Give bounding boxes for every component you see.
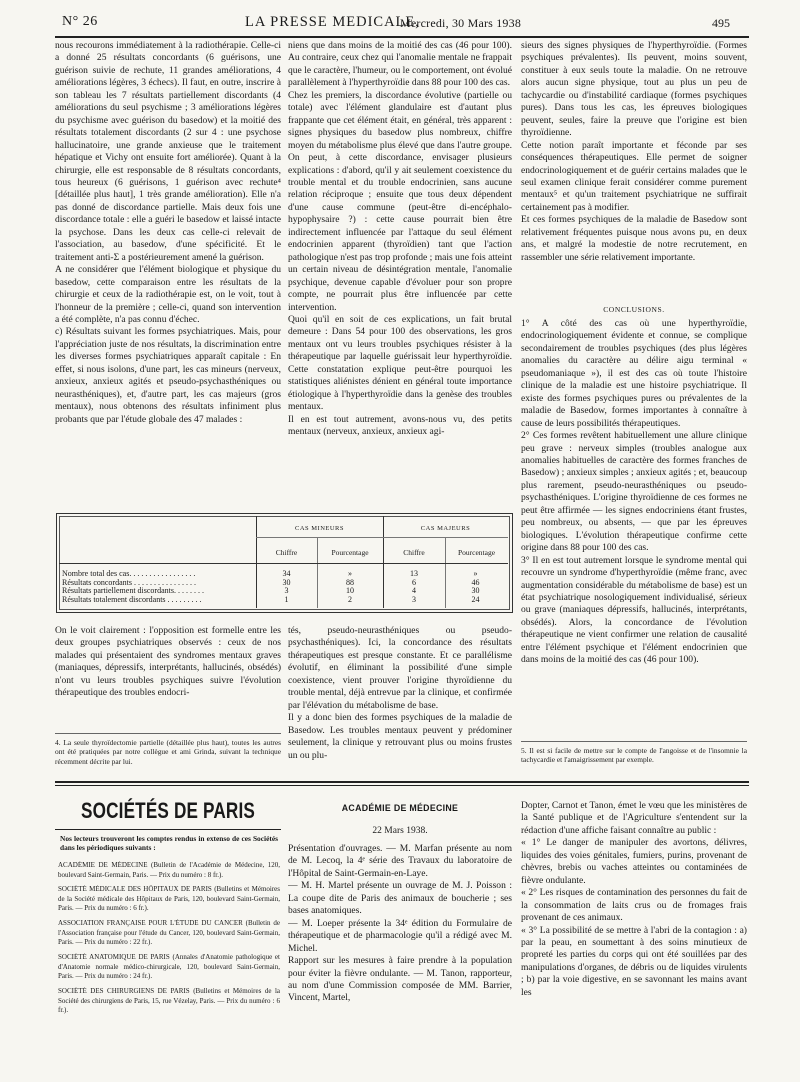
row-label: Nombre total des cas. . . . . . . . . . . . . . . . . <box>62 569 196 578</box>
row-label: Résultats concordants . . . . . . . . . . . . . . . . <box>62 577 196 587</box>
societes-entry: SOCIÉTÉ DES CHIRURGIENS DE PARIS (Bulletins et Mémoires de la Société des chirurgiens de Paris, 15, rue Vézelay, Paris. — Prix du numéro : 6 fr.). <box>58 987 280 1014</box>
cell-major-count: 13 <box>410 569 418 578</box>
cell-minor-count: 34 <box>282 569 291 578</box>
table-col-chiffre: Chiffre <box>403 548 425 557</box>
cell-minor-pct: 10 <box>346 586 354 596</box>
table-col-chiffre: Chiffre <box>275 548 298 557</box>
footnote-rule <box>55 733 281 734</box>
cell-minor-pct: 2 <box>348 595 352 605</box>
cell-minor-pct: 88 <box>346 577 354 587</box>
academie-title: ACADÉMIE DE MÉDECINE <box>341 803 459 813</box>
cell-minor-count: 30 <box>282 577 291 587</box>
row-label: Résultats partiellement discordants. . . . . . . . <box>62 586 204 596</box>
societes-rule <box>55 829 281 830</box>
footnote-5: 5. Il est si facile de mettre sur le compte de l'angoisse et de l'insomnie la tachycardie et l'amaigrissement par exemple. <box>521 746 747 765</box>
article-col1-top: nous recourons immédiatement à la radiothérapie. Celle-ci a donné 25 résultats concordants (6 guérisons, une guérison suivie de rechute, 11 grandes améliorations, 4 améliorations légères, 3 échecs). Il faut, en outre, inscrire à son tableau les 7 résultats partiellement discordants (4 améliorations du seul psychisme ; 3 améliorations légères du psychisme avec guérison du basedow) et la moitié des résultats totalement discordants (2 sur 4 : une psychose hallucinatoire, une grande anxieuse que le traitement hépatique et Vichy ont ensuite fort améliorée). Quant à la chirurgie, elle est responsable de 8 résultats concordants, tous heureux (6 guérisons, 1 guérison avec rechute⁴ [détaillée plus haut], 1 très grande amélioration). Elle n'a pas donné de discordance partielle. Mais deux fois une discordance totale : elle a guéri le basedow et laissé intacte la psychose. Dans les deux cas celle-ci relevait de l'association, au basedow, d'une spécificité. Et le traitement anti-Σ a postérieurement amené la guérison. A ne considérer que l'élément biologique et physique du basedow, cette comparaison entre les résultats de la chirurgie et ceux de la radiothérapie est, on le voit, tout à l'honneur de la première ; celle-ci, quand son intervention a été complète, n'a pas connu d'échec. c) Résultats suivant les formes psychiatriques. Mais, pour l'appréciation juste de nos résultats, la discrimination entre les diverses formes psychiatriques apparaît capitale : En effet, si nous isolons, d'une part, les cas mineurs (nerveux, anxieux, anxieux agités et pseudo-psychasthéniques ou neurasthéniques), et, d'autre part, les cas majeurs (gros mentaux), nous obtenons des résultats infiniment plus probants que par l'étude globale des 47 malades : <box>55 40 281 425</box>
table-group-minor: CAS MINEURS <box>294 525 345 532</box>
table-col-pourcentage: Pourcentage <box>331 548 369 557</box>
article-col3-top: sieurs des signes physiques de l'hyperthyroïdie. (Formes psychiques prévalentes). Ils peuvent, moins souvent, constituer à eux seuls toute la maladie. On ne retrouve alors aucun signe physique, tout au plus un peu de tachycardie ou d'instabilité cardiaque (formes psychiques pures). Dans tous les cas, les épreuves biologiques peuvent, seules, faire la preuve que l'origine est bien thyroïdienne. Cette notion paraît importante et féconde par ses conséquences thérapeutiques. Elle permet de soigner endocrinologiquement et de guérir certains malades que le seul examen clinique ferait considérer comme purement mentaux⁵ et qu'un traitement psychiatrique ne suffirait certainement pas à modifier. Et ces formes psychiques de la maladie de Basedow sont relativement fréquentes puisque nous avons pu, en deux ans, et malgré la modestie de notre recrutement, en rassembler une série relativement importante. <box>521 40 747 263</box>
societes-intro: Nos lecteurs trouveront les comptes rendus in extenso de ces Sociétés dans les périodiques suivants : <box>60 834 278 853</box>
academie-text-col3: Dopter, Carnot et Tanon, émet le vœu que les ministères de la Santé publique et de l'Agriculture s'entendent sur la rédaction d'une affiche faisant connaître au public : « 1° Le danger de manipuler des avortons, délivres, liquides des voies génitales, fumiers, purins, provenant de chèvres, brebis ou vaches atteintes ou contaminées de fièvre ondulante. « 2° Les risques de contamination des personnes du fait de la consommation de laits crus ou de fromages frais provenant de ces animaux. « 3° La possibilité de se mettre à l'abri de la contagion : a) par la peau, en soumettant à des soins minutieux de propreté les parties du corps qui ont été souillées par des manipulations d'organes, de débris ou de liquides virulents ; b) par la voie digestive, en se savonnant les mains avant les <box>521 800 747 998</box>
cell-major-pct: 46 <box>471 577 480 587</box>
societes-title: SOCIÉTÉS DE PARIS <box>81 798 255 823</box>
row-label: Résultats totalement discordants . . . . . . . . . <box>62 595 202 605</box>
table-divider-horizontal <box>59 563 508 564</box>
academie-text-col2: Présentation d'ouvrages. — M. Marfan présente au nom de M. Lecoq, la 4ᵉ série des Travaux du laboratoire de l'Hôpital de Saint-Germain-en-Laye. — M. H. Martel présente un ouvrage de M. J. Poisson : La coupe dite de Paris des animaux de boucherie ; ses bases anatomiques. — M. Loeper présente la 34ᵉ édition du Formulaire de thérapeutique et de pharmacologie qu'il a rédigé avec M. Michel. Rapport sur les mesures à faire prendre à la population pour éviter la fièvre ondulante. — M. Tanon, rapporteur, au nom d'une Commission composée de MM. Barrier, Vincent, Martel, <box>288 843 512 1004</box>
conclusions-heading: CONCLUSIONS. <box>603 305 665 314</box>
table-group-major: CAS MAJEURS <box>420 525 471 532</box>
page-number: 495 <box>712 16 730 30</box>
footnote-rule <box>521 741 747 742</box>
cell-major-pct: 24 <box>471 595 480 605</box>
issue-number: N° 26 <box>62 14 98 29</box>
table-body <box>62 570 506 608</box>
section-rule-thin <box>55 785 749 786</box>
issue-date: Mercredi, 30 Mars 1938 <box>400 16 522 30</box>
cell-major-pct: 30 <box>471 586 480 596</box>
cell-minor-count: 1 <box>284 595 289 605</box>
section-rule <box>55 781 749 783</box>
cell-major-pct: » <box>473 569 478 578</box>
cell-minor-pct: » <box>348 569 352 578</box>
article-col1-bottom: On le voit clairement : l'opposition est formelle entre les deux groupes psychiatriques observés : ceux de nos malades qui présentaient des syndromes mentaux graves (maniaques, dépressifs, interprétants, hallucinés, obsédés) n'ont vu leurs troubles psychiques suivre l'évolution thérapeutique des troubles endocri- <box>55 625 281 699</box>
cell-major-count: 3 <box>412 595 416 605</box>
journal-title: LA PRESSE MEDICALE, <box>245 14 420 30</box>
article-col2-bottom: tés, pseudo-neurasthéniques ou pseudo-psychasthéniques). Ici, la concordance des résultats thérapeutiques est presque constante. Et ce parallélisme évolutif, en éliminant la possibilité d'une simple coexistence, vient prouver l'origine thyroïdienne du trouble mental, déjà entrevue par la clinique, et confirmée par l'élévation du métabolisme de base. Il y a donc bien des formes psychiques de la maladie de Basedow. Les troubles mentaux peuvent y prédominer seulement, la clinique y retrouvant plus ou moins frustes un ou plu- <box>288 625 512 761</box>
article-col3-conclusions: 1° A côté des cas où une hyperthyroïdie, endocrinologiquement évidente et connue, se complique secondairement de troubles psychiques (des plus légères anomalies du caractère au délire aigu terminal « pseudomaniaque »), il est des cas où toute l'histoire clinique de la maladie est une histoire psychiatrique. Il existe des formes psychiques pures ou prévalentes de la maladie de Basedow, formes importantes à connaître à cause de leurs possibilités thérapeutiques. 2° Ces formes revêtent habituellement une allure clinique peu grave : nerveux simples (troubles analogue aux anomalies habituelles de caractère des formes franches de Basedow) ; anxieux simples ; anxieux agités ; et, beaucoup plus rarement, pseudo-neurasthéniques ou pseudo-psychasthéniques. L'origine thyroïdienne de ces formes ne peut être affirmée — les signes endocriniens étant frustes, peu nombreux, ou absents, — que par les épreuves biologiques. L'évolution thérapeutique confirme cette origine dans 88 pour 100 des cas. 3° Il en est tout autrement lorsque le syndrome mental qui recouvre un syndrome d'hyperthyroïdie (même franc, avec augmentation considérable du métabolisme de base) est un état psychiatrique nosologiquement individualisé, sérieux ou grave (maniaques dépressifs, hallucinés, interprétants, obsédés). Alors, la concordance de l'évolution thérapeutique ne vient confirmer une relation de causalité entre l'élément psychique et l'élément endocrinien que dans moins de la moitié des cas (46 pour 100). <box>521 318 747 666</box>
cell-major-count: 4 <box>412 586 416 596</box>
article-col2-top: niens que dans moins de la moitié des cas (46 pour 100). Au contraire, ceux chez qui l'anomalie mentale ne frappait que le caractère, l'humeur, ou le comportement, ont évolué parallèlement à l'hyperthyroïdie dans 88 pour 100 des cas. Chez les premiers, la discordance évolutive (partielle ou totale) avec l'élément glandulaire est d'autant plus frappante que cet élément était, en général, très apparent : signes physiques du basedow plus nombreux, chiffre moyen du métabolisme plus élevé que dans l'autre groupe. On peut, à cette discordance, envisager plusieurs explications : d'abord, qu'il y ait seulement coexistence du trouble mental et du trouble endocrinien, sans aucune relation réciproque ; ensuite que tous deux dépendent d'une cause commune (peut-être di-encéphalo-hypophysaire ?) : cette cause pourrait bien être indirectement influencée par l'attaque du seul élément endocrinien apparent (thyroïdien) tant que l'action pathologique n'est pas trop profonde ; mais une fois atteint un certain niveau de désintégration mentale, l'anomalie psychique, devenue capable d'évoluer pour son propre compte, ne pourrait plus être influencée par cette intervention. Quoi qu'il en soit de ces explications, un fait brutal demeure : Dans 54 pour 100 des observations, les gros mentaux ont vu leurs troubles psychiques résister à la thérapeutique par laquelle guérissait leur hyperthyroïdie. Cette constatation explique peut-être pourquoi les statistiques aliénistes dénient en général toute importance étiologique à l'hyperthyroïdie dans la genèse des troubles mentaux. Il en est tout autrement, avons-nous vu, des petits mentaux (nerveux, anxieux, anxieux agi- <box>288 40 512 438</box>
societes-entry: ACADÉMIE DE MÉDECINE (Bulletin de l'Académie de Médecine, 120, boulevard Saint-Germain, Paris. — Prix du numéro : 8 fr.). <box>58 861 280 879</box>
societes-entry: ASSOCIATION FRANÇAISE POUR L'ÉTUDE DU CANCER (Bulletin de l'Association française pour l'étude du Cancer, 120, boulevard Saint-Germain, Paris. — Prix du numéro : 22 fr.). <box>58 919 280 946</box>
header-rule <box>55 36 749 38</box>
table-divider-horizontal <box>256 537 508 538</box>
societes-entry: SOCIÉTÉ ANATOMIQUE DE PARIS (Annales d'Anatomie pathologique et d'Anatomie normale médico-chirurgicale, 120, boulevard Saint-Germain, Paris. — Prix du numéro : 24 fr.). <box>58 953 280 980</box>
cell-minor-count: 3 <box>284 586 289 596</box>
footnote-4: 4. La seule thyroïdectomie partielle (détaillée plus haut), toutes les autres ont été pratiquées par notre collègue et ami Grinda, suivant la technique récemment décrite par lui. <box>55 738 281 766</box>
cell-major-count: 6 <box>412 577 416 587</box>
table-col-pourcentage: Pourcentage <box>457 548 496 557</box>
societes-entry: SOCIÉTÉ MÉDICALE DES HÔPITAUX DE PARIS (Bulletins et Mémoires de la Société médicale des Hôpitaux de Paris, 120, boulevard Saint-Germain, Paris. — Prix du numéro : 6 fr.). <box>58 885 280 912</box>
academie-date: 22 Mars 1938. <box>372 826 428 836</box>
table-row <box>62 596 506 605</box>
